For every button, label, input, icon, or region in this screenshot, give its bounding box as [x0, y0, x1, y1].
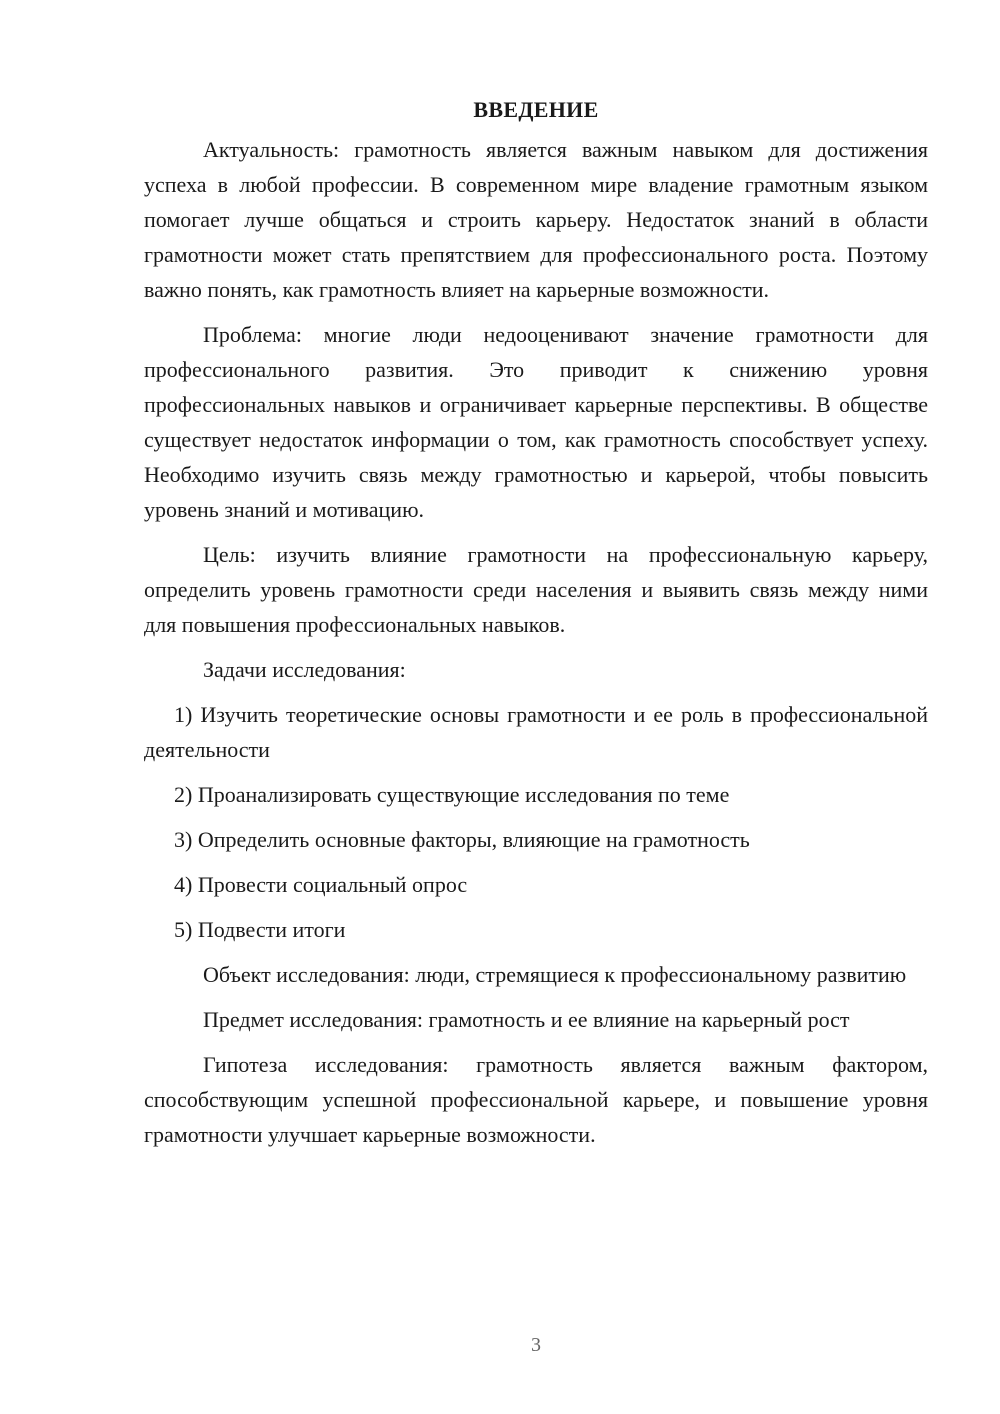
section-title: ВВЕДЕНИЕ — [473, 97, 599, 122]
task-item: 3) Определить основные факторы, влияющие на грамотность — [174, 827, 750, 852]
task-item: 1) Изучить теоретические основы грамотности и ее роль в профессиональной деятельности — [144, 702, 928, 762]
task-item: 2) Проанализировать существующие исследования по теме — [174, 782, 730, 807]
page-number: 3 — [531, 1334, 541, 1356]
page-content — [144, 92, 928, 1162]
paragraph-problem: Проблема: многие люди недооценивают значение грамотности для профессионального развития. Это приводит к снижению уровня профессиональных навыков и ограничивает карьерные перспективы. В обществе существует недостаток информации о том, как грамотность способствует успеху. Необходимо изучить связь между грамотностью и карьерой, чтобы повысить уровень знаний и мотивацию. — [144, 322, 928, 522]
paragraph-subject: Предмет исследования: грамотность и ее влияние на карьерный рост — [203, 1007, 850, 1032]
paragraph-relevance: Актуальность: грамотность является важным навыком для достижения успеха в любой профессии. В современном мире владение грамотным языком помогает лучше общаться и строить карьеру. Недостаток знаний в области грамотности может стать препятствием для профессионального роста. Поэтому важно понять, как грамотность влияет на карьерные возможности. — [144, 137, 928, 302]
task-item: 4) Провести социальный опрос — [174, 872, 468, 897]
paragraph-object: Объект исследования: люди, стремящиеся к профессиональному развитию — [203, 962, 907, 987]
paragraph-hypothesis: Гипотеза исследования: грамотность является важным фактором, способствующим успешной профессиональной карьере, и повышение уровня грамотности улучшает карьерные возможности. — [144, 1052, 928, 1147]
paragraph-tasks-heading: Задачи исследования: — [203, 657, 406, 682]
task-item: 5) Подвести итоги — [174, 917, 346, 942]
paragraph-goal: Цель: изучить влияние грамотности на профессиональную карьеру, определить уровень грамотности среди населения и выявить связь между ними для повышения профессиональных навыков. — [144, 542, 928, 637]
